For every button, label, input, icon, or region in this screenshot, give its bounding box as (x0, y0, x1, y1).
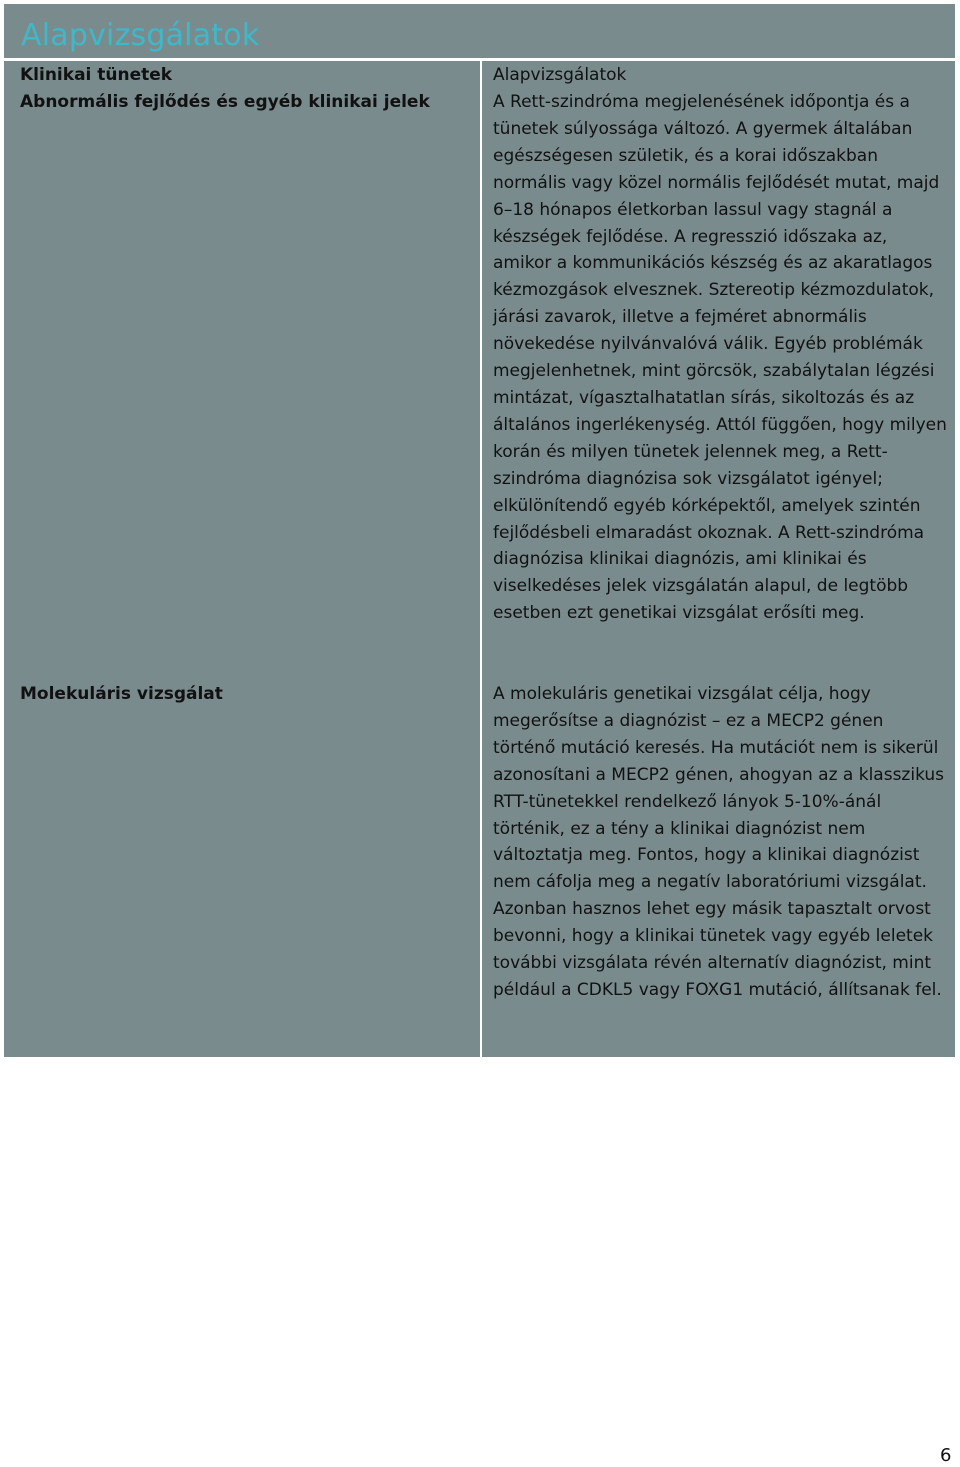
info-panel (4, 4, 955, 1057)
section-title: Alapvizsgálatok (21, 18, 260, 53)
right-column-header: Alapvizsgálatok (493, 65, 627, 85)
page-number: 6 (940, 1445, 952, 1466)
row-text-abnormal-development: A Rett-szindróma megjelenésének időpontja és a tünetek súlyossága változó. A gyermek általában egészségesen születik, és a korai időszakban normális vagy közel normális fejlődését mutat, majd 6–18 hónapos életkorban lassul vagy stagnál a készségek fejlődése. A regresszió időszaka az, amikor a kommunikációs készség és az akaratlagos kézmozgások elvesznek. Sztereotip kézmozdulatok, járási zavarok, illetve a fejméret abnormális növekedése nyilvánvalóvá válik. Egyéb problémák megjelenhetnek, mint görcsök, szabálytalan légzési mintázat, vígasztalhatatlan sírás, sikoltozás és az általános ingerlékenység. Attól függően, hogy milyen korán és milyen tünetek jelennek meg, a Rett-szindróma diagnózisa sok vizsgálatot igényel; elkülönítendő egyéb kórképektől, amelyek szintén fejlődésbeli elmaradást okoznak. A Rett-szindróma diagnózisa klinikai diagnózis, ami klinikai és viselkedéses jelek vizsgálatán alapul, de legtöbb esetben ezt genetikai vizsgálat erősíti meg. (493, 92, 947, 624)
row-text-molecular-test: A molekuláris genetikai vizsgálat célja, hogy megerősítse a diagnózist – ez a MECP2 génen történő mutáció keresés. Ha mutációt nem is sikerül azonosítani a MECP2 génen, ahogyan az a klasszikus RTT-tünetekkel rendelkező lányok 5-10%-ánál történik, ez a tény a klinikai diagnózist nem változtatja meg. Fontos, hogy a klinikai diagnózist nem cáfolja meg a negatív laboratóriumi vizsgálat. Azonban hasznos lehet egy másik tapasztalt orvost bevonni, hogy a klinikai tünetek vagy egyéb leletek további vizsgálata révén alternatív diagnózist, mint például a CDKL5 vagy FOXG1 mutáció, állítsanak fel. (493, 684, 945, 1000)
column-divider (480, 61, 482, 1057)
row-label-molecular-test: Molekuláris vizsgálat (20, 684, 223, 704)
row-label-abnormal-development: Abnormális fejlődés és egyéb klinikai jelek (20, 92, 430, 112)
left-column-header: Klinikai tünetek (20, 65, 173, 85)
